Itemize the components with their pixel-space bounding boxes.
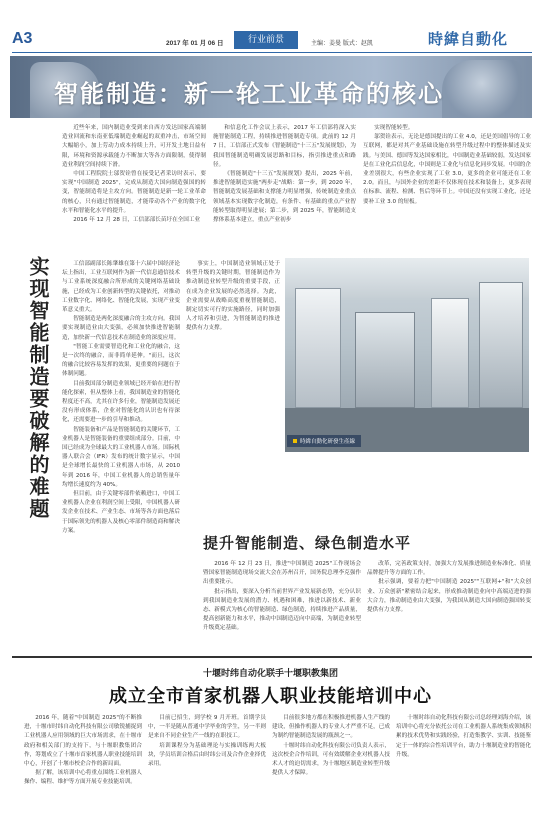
paragraph: 目前很多地方都在积极推进机器人生产线的建设，但操作机器人的专业人才严重不足，已成为制约智能制造发展的瓶颈之一。: [272, 715, 390, 740]
paragraph: 但目前，由于关键零部件依赖进口，中国工业机器人企业在利润空间上受限，中国机器人研发企业在技术、产业生态、市场等各方面也落后于国际领先的机器人及核心零部件制造商和解决方案。: [62, 491, 180, 534]
paragraph: 改革，完善政策支持，加强大方发展推进制造业标准化、质量品牌提升等方面的工作。: [367, 561, 531, 577]
brand-logo: 時緯自動化: [428, 30, 509, 48]
section-headline: 提升智能制造、绿色制造水平: [203, 534, 412, 552]
paragraph: 实现智能转型。: [374, 125, 414, 131]
page-header: [0, 0, 541, 50]
machine-image: [355, 312, 415, 408]
paragraph: 目前我国部分制造业领域已经开始在进行智能化探索，但从整体上看，我国制造业的智能化程度还不高，尤其在许多行业，智能制造发展还没有形成体系，企业对智能化的认识也有待深化，还需要进一步的引导和推动。: [62, 380, 180, 424]
section-divider: [12, 656, 532, 658]
bottom-column-3: [272, 714, 390, 814]
article-kicker: 十堰时纬自动化联手十堰职教集团: [202, 669, 338, 679]
machine-image: [479, 282, 523, 408]
sub-column-2: [367, 560, 531, 650]
paragraph: 2016 年 12 月 28 日，工信部部长苗圩在全国工业: [73, 217, 201, 224]
paragraph: 和信息化工作会议上表示，2017 年工信部将深入实施智能制造工程，持续推进智能制造专项。此前的 12 月 7 日，工信部正式发布《智能制造"十三五"发展规划》，为我国智能制造明确发展思路和目标，指引推进重点和路径。: [213, 125, 356, 168]
paragraph: 近些年来，国内制造业受到来自西方发达国家高端制造业回流和东南亚低端制造业崛起的双重冲击，市场空间大幅缩小，加上劳动力成本持续上升，可开发土地日益有限，环境和资源承载能力不断加大等各方面限制，使得制造业利润空间持续下滑。: [62, 125, 206, 168]
page-number: A3: [12, 30, 33, 47]
paragraph: 中国工程院院士邬贺铨曾在接受记者采访时表示，要实现"中国制造 2025"，完成从制造大国向制造强国的转变，智能制造将是主攻方向。智能制造是新一轮工业革命的核心，只有通过智能制造，才能带动各个产业的数字化水平和智能化水平的提升。: [62, 171, 206, 214]
header-rule: [12, 52, 532, 53]
paragraph: 智能装备和产品是智能制造的关键环节，工业机器人是智能装备的重要组成部分。目前，中国已经成为全球最大的工业机器人市场。国际机器人联合会（IFR）发布的统计数字显示，中国是全球增长最快的工业机器人市场，从 2010 年到 2016 年，中国工业机器人的总销售量年均增长速度约为 40%。: [62, 426, 180, 488]
paragraph: 批示强调，要着力把"中国制造 2025""互联网+"和"大众创业、万众创新"紧密结合起来，形成推动制造业向中高端迈进的强大合力，推动制造业由大变强，为我国从制造大国向制造强国转变提供有力支撑。: [367, 579, 531, 614]
paragraph: "智能工业需要智造化和工业化的融合，这是一次终的融合，而非简单延伸。"而且，这次的融合比较容易发挥的效果，更重要的问题在于体制问题。: [62, 343, 180, 378]
issue-date: 2017 年 01 月 06 日: [166, 40, 224, 47]
bottom-column-4: [396, 714, 531, 814]
side-column-1: [62, 260, 180, 534]
sub-column-1: [203, 560, 361, 650]
side-headline: 实现智能制造要破解的难题: [26, 256, 50, 520]
machine-image: [431, 298, 469, 408]
paragraph: 2016 年 12 月 23 日，推进"中国制造 2025"工作现场会暨国家智能制造现场交流大会在苏州召开，国务院总理李克强作出重要批示。: [203, 561, 361, 586]
paragraph: 十堰时纬自动化科技有限公司负责人表示，这次校企合作培训，可有效缓解企业对机器人技术人才的迫切需求，为十堰地区制造业转型升级提供人才保障。: [272, 742, 390, 777]
paragraph: 事实上，中国制造业领域正处于转型升级的关键时期，智能制造作为推动制造业转型升级的重要手段，正在成为企业发展的必然选择。为此，企业需要从战略高度重视智能制造，制定切实可行的实施路径，同时加强人才培养和引进，为智能制造的推进提供有力支撑。: [186, 261, 280, 332]
article-title: 成立全市首家机器人职业技能培训中心: [109, 686, 432, 707]
paragraph: 目前已招生，到学校 9 月开班。首期学员中，一半是随从普通中学毕业的学生，另一半则是来自不同企业生产一线的在职技工。: [148, 715, 266, 740]
section-tag: 行业前景: [234, 31, 298, 49]
photo-caption: [287, 435, 361, 447]
intro-column-2: [213, 124, 356, 250]
bullet-icon: [293, 439, 297, 443]
paragraph: 2016 年，随着"中国制造 2025"的不断推进，十堰市时纬自动化科技有限公司敏锐捕捉到工业机器人应用领域的巨大市场需求，在十堰市政府和相关部门的支持下，与十堰职教集团合作，筹划成立了十堰市首家机器人职业技能培训中心，开创了十堰市校企合作的新局面。: [24, 715, 142, 768]
production-line-photo: [285, 258, 529, 452]
robot-arm-image: [442, 60, 522, 118]
bottom-column-2: [148, 714, 266, 814]
paragraph: 邬贺铨表示，无论是德国提出的工业 4.0，还是美国倡导的工业互联网，都是对其产业基础设施在转型升级过程中的整体描述及实践。与美国、德国等发达国家相比，中国制造业基础较弱，发达国家是在工业化后信息化，中国则是工业化与信息化同步发展。中国的企业差别很大，有些企业实现了工业 3.0，更多的企业可能还在工业 2.0。而且，与国外企业的差距不仅体现在技术和装备上，更多表现在标准、流程、检测、售后等环节上。中国还没有实现工业化，还是要补工业 3.0 的短板。: [363, 134, 531, 205]
paragraph: 据了解，该培训中心将重点围绕工业机器人操作、编程、维护等方面开展专业技能培训。: [24, 770, 142, 786]
paragraph: 《智能制造"十三五"发展规划》提出，2025 年前，推进智能制造实施"两步走"战略：第一步，到 2020 年，智能制造发展基础和支撑能力明显增强，传统制造业重点领域基本实现数字化制造，有条件、有基础的重点产业智能转型取得明显进展；第二步，到 2025 年，智能制造支撑体系基本建立，重点产业初步: [213, 171, 356, 224]
side-column-2: [186, 260, 280, 524]
paragraph: 工信部副部长陈肇雄在第十六届中国经济论坛上指出，工业互联网作为新一代信息通信技术与工业系统深度融合所形成的关键网络基础设施，已经成为工业创新转型的关键依托，对推动工业数字化、网络化、智能化发展，实现产业变革意义重大。: [62, 261, 180, 314]
headline-banner: [10, 56, 532, 118]
paragraph: 培训课程分为基础理论与实操训练两大板块，学员培训合格后由时纬公司及合作企业择优录用。: [148, 742, 266, 768]
photo-caption-text: 時緯自動化研發生產線: [300, 439, 356, 445]
intro-column-1: [62, 124, 206, 250]
paragraph: 批示指出，要深入分析当前世界产业发展新态势，充分认识到我国制造业发展的潜力、机遇和困难，推进以新技术、新业态、新模式为核心的智能制造、绿色制造，持续推进产品质量，提高创新能力和水平，推动中国制造迈向中高端，为制造业转型升级奠定基础。: [203, 588, 361, 632]
intro-column-3: [363, 124, 531, 250]
machine-image: [295, 288, 341, 408]
headline: 智能制造：新一轮工业革命的核心: [54, 80, 444, 108]
paragraph: 十堰时纬自动化科技有限公司总经理刘海介绍，该培训中心将充分依托公司在工业机器人系统集成领域积累的技术优势和实践经验，打造集教学、实训、技能鉴定于一体的综合性培训平台，助力十堰制造业的智能化升级。: [396, 715, 531, 758]
editor-credit: 主编：姜曼 版式：赵凯: [311, 40, 373, 47]
bottom-column-1: [24, 714, 142, 814]
paragraph: 智能制造是两化深度融合的主攻方向。我国要实现制造业由大变强，必须加快推进智能制造，加快新一代信息技术在制造业的深度应用。: [62, 316, 180, 341]
